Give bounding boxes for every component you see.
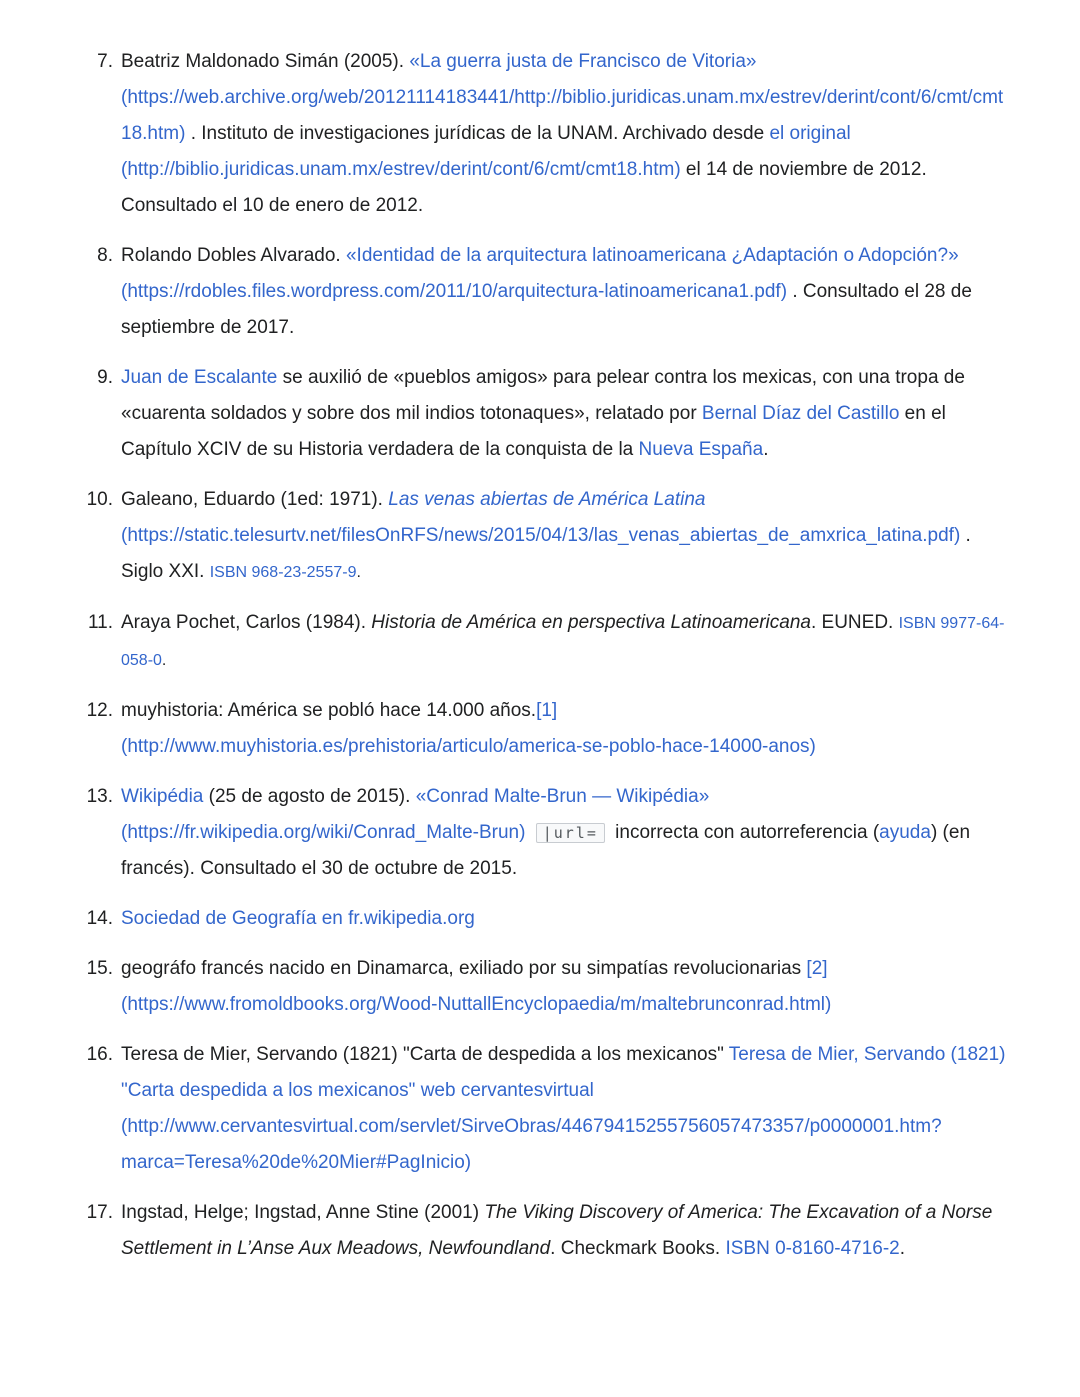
reference-item [84, 605, 1010, 679]
reference-link[interactable]: [2] (https://www.fromoldbooks.org/Wood-NuttallEncyclopaedia/m/maltebrunconrad.html) [121, 958, 832, 1015]
reference-text: en el Capítulo XCIV de su Historia verdadera de la conquista de la [121, 403, 946, 460]
reference-text: . Siglo XXI. [121, 525, 971, 582]
reference-link[interactable]: Las venas abiertas de América Latina [388, 489, 706, 510]
reference-number: 12. [86, 700, 113, 721]
reference-item [84, 1037, 1010, 1181]
reference-text: . [161, 652, 167, 669]
reference-number: 14. [86, 908, 113, 929]
reference-item [84, 901, 1010, 937]
reference-text: . [356, 564, 361, 581]
reference-text: (25 de agosto de 2015). [203, 786, 416, 807]
reference-item [84, 1195, 1010, 1267]
reference-text: Historia de América en perspectiva Latinoamericana [371, 612, 811, 633]
reference-link[interactable]: Nueva España [638, 439, 764, 460]
reference-number: 7. [97, 51, 113, 72]
reference-content [121, 612, 1004, 670]
reference-number: 16. [86, 1044, 113, 1065]
reference-text: Rolando Dobles Alvarado. [121, 245, 346, 266]
reference-link[interactable]: «Conrad Malte-Brun — Wikipédia» (https://fr.wikipedia.org/wiki/Conrad_Malte-Brun) [121, 786, 710, 843]
reference-item [84, 779, 1010, 887]
reference-link[interactable]: el original (http://biblio.juridicas.unam.mx/estrev/derint/cont/6/cmt/cmt18.htm) [121, 123, 851, 180]
reference-content [121, 1044, 1005, 1173]
reference-content [121, 489, 971, 582]
reference-content [121, 51, 1003, 216]
reference-link[interactable]: ISBN 9977-64-058-0 [121, 615, 1005, 669]
reference-link[interactable]: Bernal Díaz del Castillo [701, 403, 900, 424]
reference-text: Ingstad, Helge; Ingstad, Anne Stine (2001) [121, 1202, 485, 1223]
reference-item [84, 238, 1010, 346]
reference-number: 9. [97, 367, 113, 388]
reference-link[interactable]: Juan de Escalante [121, 367, 278, 388]
reference-link[interactable]: Teresa de Mier, Servando (1821) "Carta despedida a los mexicanos" web cervantesvirtual (http://www.cervantesvirtual.com/servlet/SirveObras/44679415255756057473357/p0000001.htm?marca=Teresa%20de%20Mier#PagInicio) [121, 1044, 1006, 1173]
reference-text: . [763, 439, 769, 460]
reference-text: . Consultado el 28 de septiembre de 2017. [121, 281, 972, 338]
reference-text: . Instituto de investigaciones jurídicas de la UNAM. Archivado desde [185, 123, 770, 144]
reference-number: 17. [86, 1202, 113, 1223]
reference-link[interactable]: Wikipédia [121, 786, 204, 807]
reference-text: . [899, 1238, 906, 1259]
reference-item [84, 693, 1010, 765]
reference-number: 10. [86, 489, 113, 510]
reference-text: . Checkmark Books. [550, 1238, 726, 1259]
reference-text: Galeano, Eduardo (1ed: 1971). [121, 489, 389, 510]
reference-text: . EUNED. [810, 612, 899, 633]
reference-content [121, 367, 965, 460]
reference-content [121, 958, 831, 1015]
reference-text: el 14 de noviembre de 2012. Consultado el 10 de enero de 2012. [121, 159, 927, 216]
reference-text: Beatriz Maldonado Simán (2005). [121, 51, 410, 72]
reference-text [525, 822, 530, 843]
reference-content [121, 1202, 992, 1259]
reference-number: 8. [97, 245, 113, 266]
reference-link[interactable]: «Identidad de la arquitectura latinoamericana ¿Adaptación o Adopción?» (https://rdobles.files.wordpress.com/2011/10/arquitectura-latinoamericana1.pdf) [121, 245, 959, 302]
reference-item [84, 44, 1010, 224]
reference-text: se auxilió de «pueblos amigos» para pelear contra los mexicas, con una tropa de «cuarenta soldados y sobre dos mil indios totonaques», relatado por [121, 367, 965, 424]
url-parameter-code: |url= [536, 823, 605, 843]
reference-text: Teresa de Mier, Servando (1821) "Carta de despedida a los mexicanos" [121, 1044, 729, 1065]
reference-link[interactable]: ISBN 968-23-2557-9 [209, 564, 357, 581]
reference-link[interactable]: Sociedad de Geografía en fr.wikipedia.org [121, 908, 475, 929]
reference-link[interactable]: ayuda [879, 822, 931, 843]
reference-link[interactable]: ISBN 0-8160-4716-2 [725, 1238, 900, 1259]
reference-text: ) (en francés). Consultado el 30 de octubre de 2015. [121, 822, 971, 879]
reference-content [121, 700, 816, 757]
reference-number: 15. [86, 958, 113, 979]
reference-text: The Viking Discovery of America: The Excavation of a Norse Settlement in L’Anse Aux Meadows, Newfoundland [121, 1202, 993, 1259]
reference-link[interactable]: (https://static.telesurtv.net/filesOnRFS/news/2015/04/13/las_venas_abiertas_de_amxrica_latina.pdf) [121, 525, 961, 546]
reference-item [84, 360, 1010, 468]
reference-text: Araya Pochet, Carlos (1984). [121, 612, 372, 633]
reference-link[interactable]: [1] (http://www.muyhistoria.es/prehistoria/articulo/america-se-poblo-hace-14000-anos) [121, 700, 816, 757]
reference-number: 13. [86, 786, 113, 807]
reference-item [84, 951, 1010, 1023]
reference-list [84, 44, 1010, 1267]
reference-number: 11. [87, 612, 113, 633]
reference-link[interactable]: «La guerra justa de Francisco de Vitoria» (https://web.archive.org/web/20121114183441/http://biblio.juridicas.unam.mx/estrev/derint/cont/6/cmt/cmt18.htm) [121, 51, 1004, 144]
reference-item [84, 482, 1010, 591]
reference-text: muyhistoria: América se pobló hace 14.000 años. [121, 700, 537, 721]
reference-content [121, 245, 972, 338]
reference-content [121, 786, 970, 879]
reference-text: geográfo francés nacido en Dinamarca, exiliado por su simpatías revolucionarias [121, 958, 807, 979]
reference-content [121, 908, 475, 929]
reference-text: incorrecta con autorreferencia ( [609, 822, 880, 843]
